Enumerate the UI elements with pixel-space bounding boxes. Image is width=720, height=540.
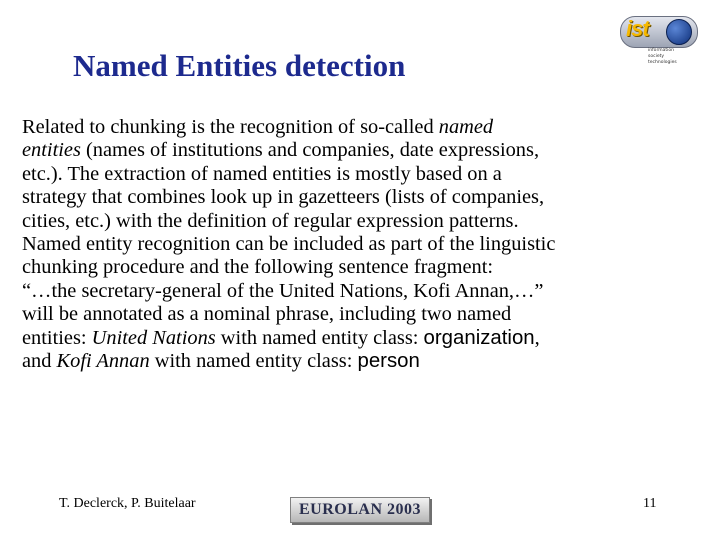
globe-icon: [666, 19, 692, 45]
body-line: [22, 116, 712, 139]
eurolan-badge: EUROLAN 2003: [290, 497, 430, 523]
entity-united-nations: United Nations: [91, 326, 216, 349]
body-line: cities, etc.) with the definition of regular expression patterns.: [22, 209, 519, 232]
ist-logo: [620, 16, 698, 74]
term-entities: entities: [22, 139, 81, 162]
example-fragment: “…the secretary-general of the United Nations, Kofi Annan,…”: [22, 279, 544, 302]
logo-tagline-line: technologies: [648, 60, 677, 65]
page-number: 11: [643, 496, 657, 511]
body-line: [22, 327, 712, 350]
entity-kofi-annan: Kofi Annan: [56, 350, 150, 373]
slide-body: [22, 116, 712, 373]
body-line: chunking procedure and the following sentence fragment:: [22, 256, 494, 279]
body-text: with named entity class:: [149, 350, 358, 373]
entity-class-organization: organization: [423, 326, 535, 349]
logo-text: ist: [626, 16, 649, 41]
slide-title: Named Entities detection: [73, 48, 406, 83]
body-line: will be annotated as a nominal phrase, including two named: [22, 303, 512, 326]
footer-authors: T. Declerck, P. Buitelaar: [59, 496, 196, 511]
entity-class-person: person: [357, 350, 420, 373]
term-named: named: [438, 116, 494, 138]
body-line: strategy that combines look up in gazetteers (lists of companies,: [22, 186, 545, 209]
body-text: with named entity class:: [215, 326, 424, 349]
body-line: etc.). The extraction of named entities is mostly based on a: [22, 162, 502, 185]
logo-tagline: [648, 48, 698, 66]
body-text: Related to chunking is the recognition of so-called: [22, 116, 439, 138]
body-line: [22, 139, 712, 162]
body-text: ,: [534, 326, 540, 349]
body-text: and: [22, 350, 57, 373]
body-line: [22, 350, 712, 373]
body-text: entities:: [22, 326, 92, 349]
logo-tagline-line: information: [648, 48, 674, 53]
body-line: Named entity recognition can be included as part of the linguistic: [22, 233, 556, 256]
logo-tagline-line: society: [648, 54, 665, 59]
body-text: (names of institutions and companies, date expressions,: [80, 139, 540, 162]
